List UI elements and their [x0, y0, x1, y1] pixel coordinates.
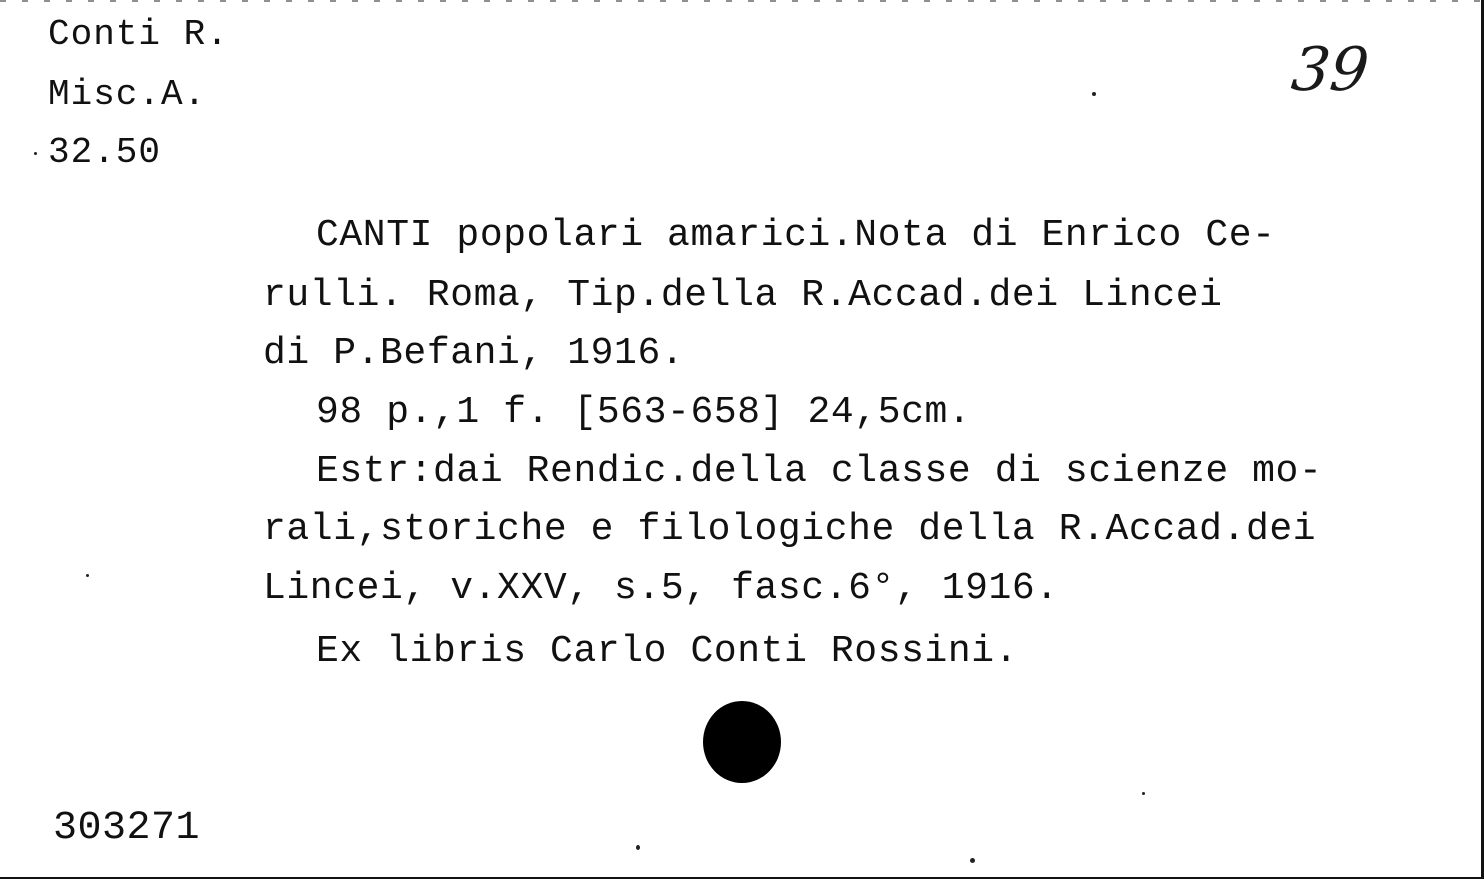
dust-speck: [34, 152, 37, 155]
call-number-author: Conti R.: [48, 14, 229, 55]
call-number-collection: Misc.A.: [48, 74, 207, 115]
card-top-edge: [0, 0, 1484, 2]
entry-collation-line: 98 p.,1 f. [563-658] 24,5cm.: [316, 391, 972, 434]
entry-provenance-line: Ex libris Carlo Conti Rossini.: [316, 630, 1019, 673]
dust-speck: [1092, 92, 1096, 96]
handwritten-number: 39: [1288, 35, 1373, 105]
entry-note-line: Estr:dai Rendic.della classe di scienze mo-: [316, 450, 1323, 493]
accession-number: 303271: [53, 806, 201, 851]
entry-note-line: Lincei, v.XXV, s.5, fasc.6°, 1916.: [263, 567, 1059, 610]
entry-title-line: CANTI popolari amarici.Nota di Enrico Ce-: [316, 214, 1276, 257]
punch-hole: [703, 701, 781, 783]
entry-note-line: rali,storiche e filologiche della R.Accad.dei: [263, 508, 1317, 551]
dust-speck: [636, 845, 640, 850]
dust-speck: [1142, 792, 1145, 795]
dust-speck: [970, 858, 975, 863]
entry-publisher-line: di P.Befani, 1916.: [263, 332, 685, 375]
entry-imprint-line: rulli. Roma, Tip.della R.Accad.dei Lincei: [263, 274, 1223, 317]
call-number-shelf: 32.50: [48, 132, 162, 173]
dust-speck: [86, 574, 89, 577]
